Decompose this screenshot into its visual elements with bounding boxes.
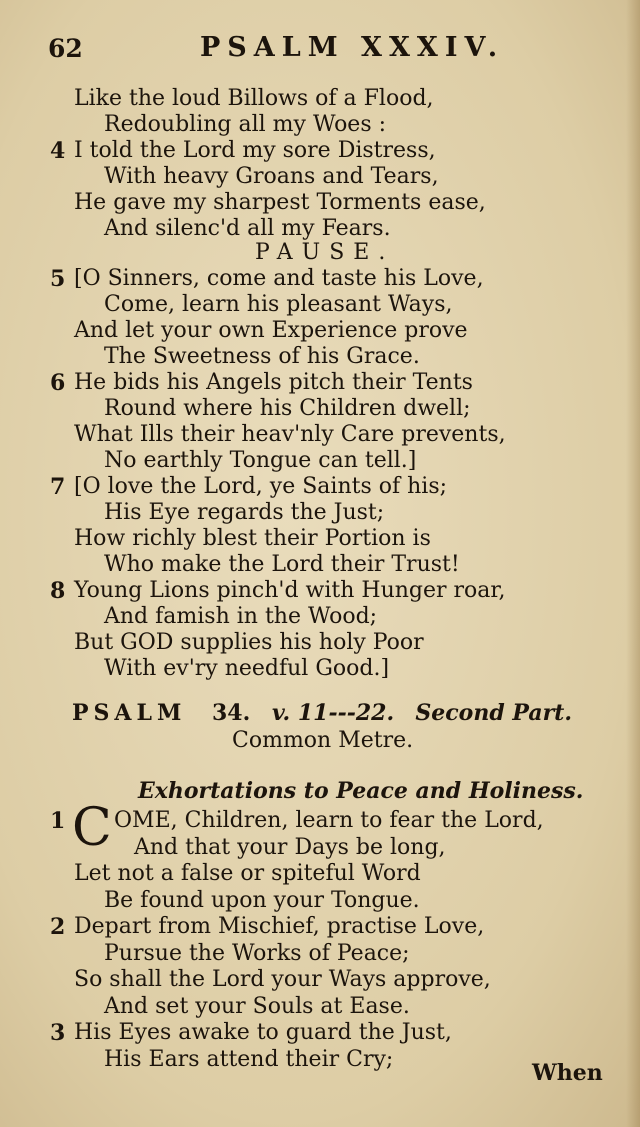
verse-line: And let your own Experience prove bbox=[74, 318, 468, 343]
verse-line: With ev'ry needful Good.] bbox=[104, 656, 390, 681]
part-label: Second Part. bbox=[415, 700, 572, 726]
verse-line: Let not a false or spiteful Word bbox=[74, 861, 421, 886]
verse-number: 2 bbox=[50, 914, 66, 940]
verse-number: 4 bbox=[50, 138, 66, 164]
verse-line: And set your Souls at Ease. bbox=[104, 993, 410, 1019]
verse-line: His Ears attend their Cry; bbox=[104, 1046, 394, 1072]
verse-line: No earthly Tongue can tell.] bbox=[104, 448, 417, 473]
verse-line: He gave my sharpest Torments ease, bbox=[74, 190, 486, 215]
verse-line: But GOD supplies his holy Poor bbox=[74, 630, 424, 655]
verse-number: 7 bbox=[50, 474, 66, 500]
page-header bbox=[0, 28, 640, 68]
verse-line: Come, learn his pleasant Ways, bbox=[104, 292, 453, 317]
verse-number: 1 bbox=[50, 808, 66, 834]
verse-line: His Eyes awake to guard the Just, bbox=[74, 1020, 452, 1045]
subject-heading: Exhortations to Peace and Holiness. bbox=[138, 778, 584, 804]
verse-line: Be found upon your Tongue. bbox=[104, 887, 420, 913]
verse-line: [O love the Lord, ye Saints of his; bbox=[74, 474, 448, 499]
verse-line: OME, Children, learn to fear the Lord, bbox=[114, 808, 544, 833]
verse-number: 8 bbox=[50, 578, 66, 604]
verse-line: Like the loud Billows of a Flood, bbox=[74, 86, 434, 111]
psalm-label: PSALM bbox=[72, 700, 187, 726]
verse-line: How richly blest their Portion is bbox=[74, 526, 431, 551]
verse-line: And famish in the Wood; bbox=[104, 604, 378, 629]
verse-line: Round where his Children dwell; bbox=[104, 396, 471, 421]
pause-marker: PAUSE. bbox=[255, 240, 395, 265]
page-edge-shadow bbox=[626, 0, 640, 1127]
running-head: PSALM XXXIV. bbox=[200, 32, 505, 63]
verse-line: [O Sinners, come and taste his Love, bbox=[74, 266, 484, 291]
verse-number: 6 bbox=[50, 370, 66, 396]
verse-line: Depart from Mischief, practise Love, bbox=[74, 914, 485, 939]
verse-line: With heavy Groans and Tears, bbox=[104, 164, 439, 189]
verse-line: What Ills their heav'nly Care prevents, bbox=[74, 422, 506, 447]
verse-number: 3 bbox=[50, 1020, 66, 1046]
page-number: 62 bbox=[48, 34, 83, 63]
verse-line: His Eye regards the Just; bbox=[104, 500, 385, 525]
verse-line: Pursue the Works of Peace; bbox=[104, 940, 410, 966]
verse-range: v. 11---22. bbox=[271, 700, 395, 726]
section-title bbox=[72, 700, 572, 726]
verse-line: Young Lions pinch'd with Hunger roar, bbox=[74, 578, 506, 603]
verse-line: So shall the Lord your Ways approve, bbox=[74, 967, 491, 992]
verse-line: And that your Days be long, bbox=[134, 834, 446, 860]
verse-number: 5 bbox=[50, 266, 66, 292]
psalm-number: 34. bbox=[212, 700, 251, 726]
verse-line: Redoubling all my Woes : bbox=[104, 112, 387, 137]
catchword: When bbox=[532, 1060, 603, 1086]
verse-line: And silenc'd all my Fears. bbox=[104, 216, 391, 241]
verse-line: The Sweetness of his Grace. bbox=[104, 344, 420, 369]
drop-cap: C bbox=[72, 798, 112, 858]
verse-line: I told the Lord my sore Distress, bbox=[74, 138, 436, 163]
metre-label: Common Metre. bbox=[232, 728, 414, 753]
verse-line: Who make the Lord their Trust! bbox=[104, 552, 460, 577]
verse-line: He bids his Angels pitch their Tents bbox=[74, 370, 473, 395]
